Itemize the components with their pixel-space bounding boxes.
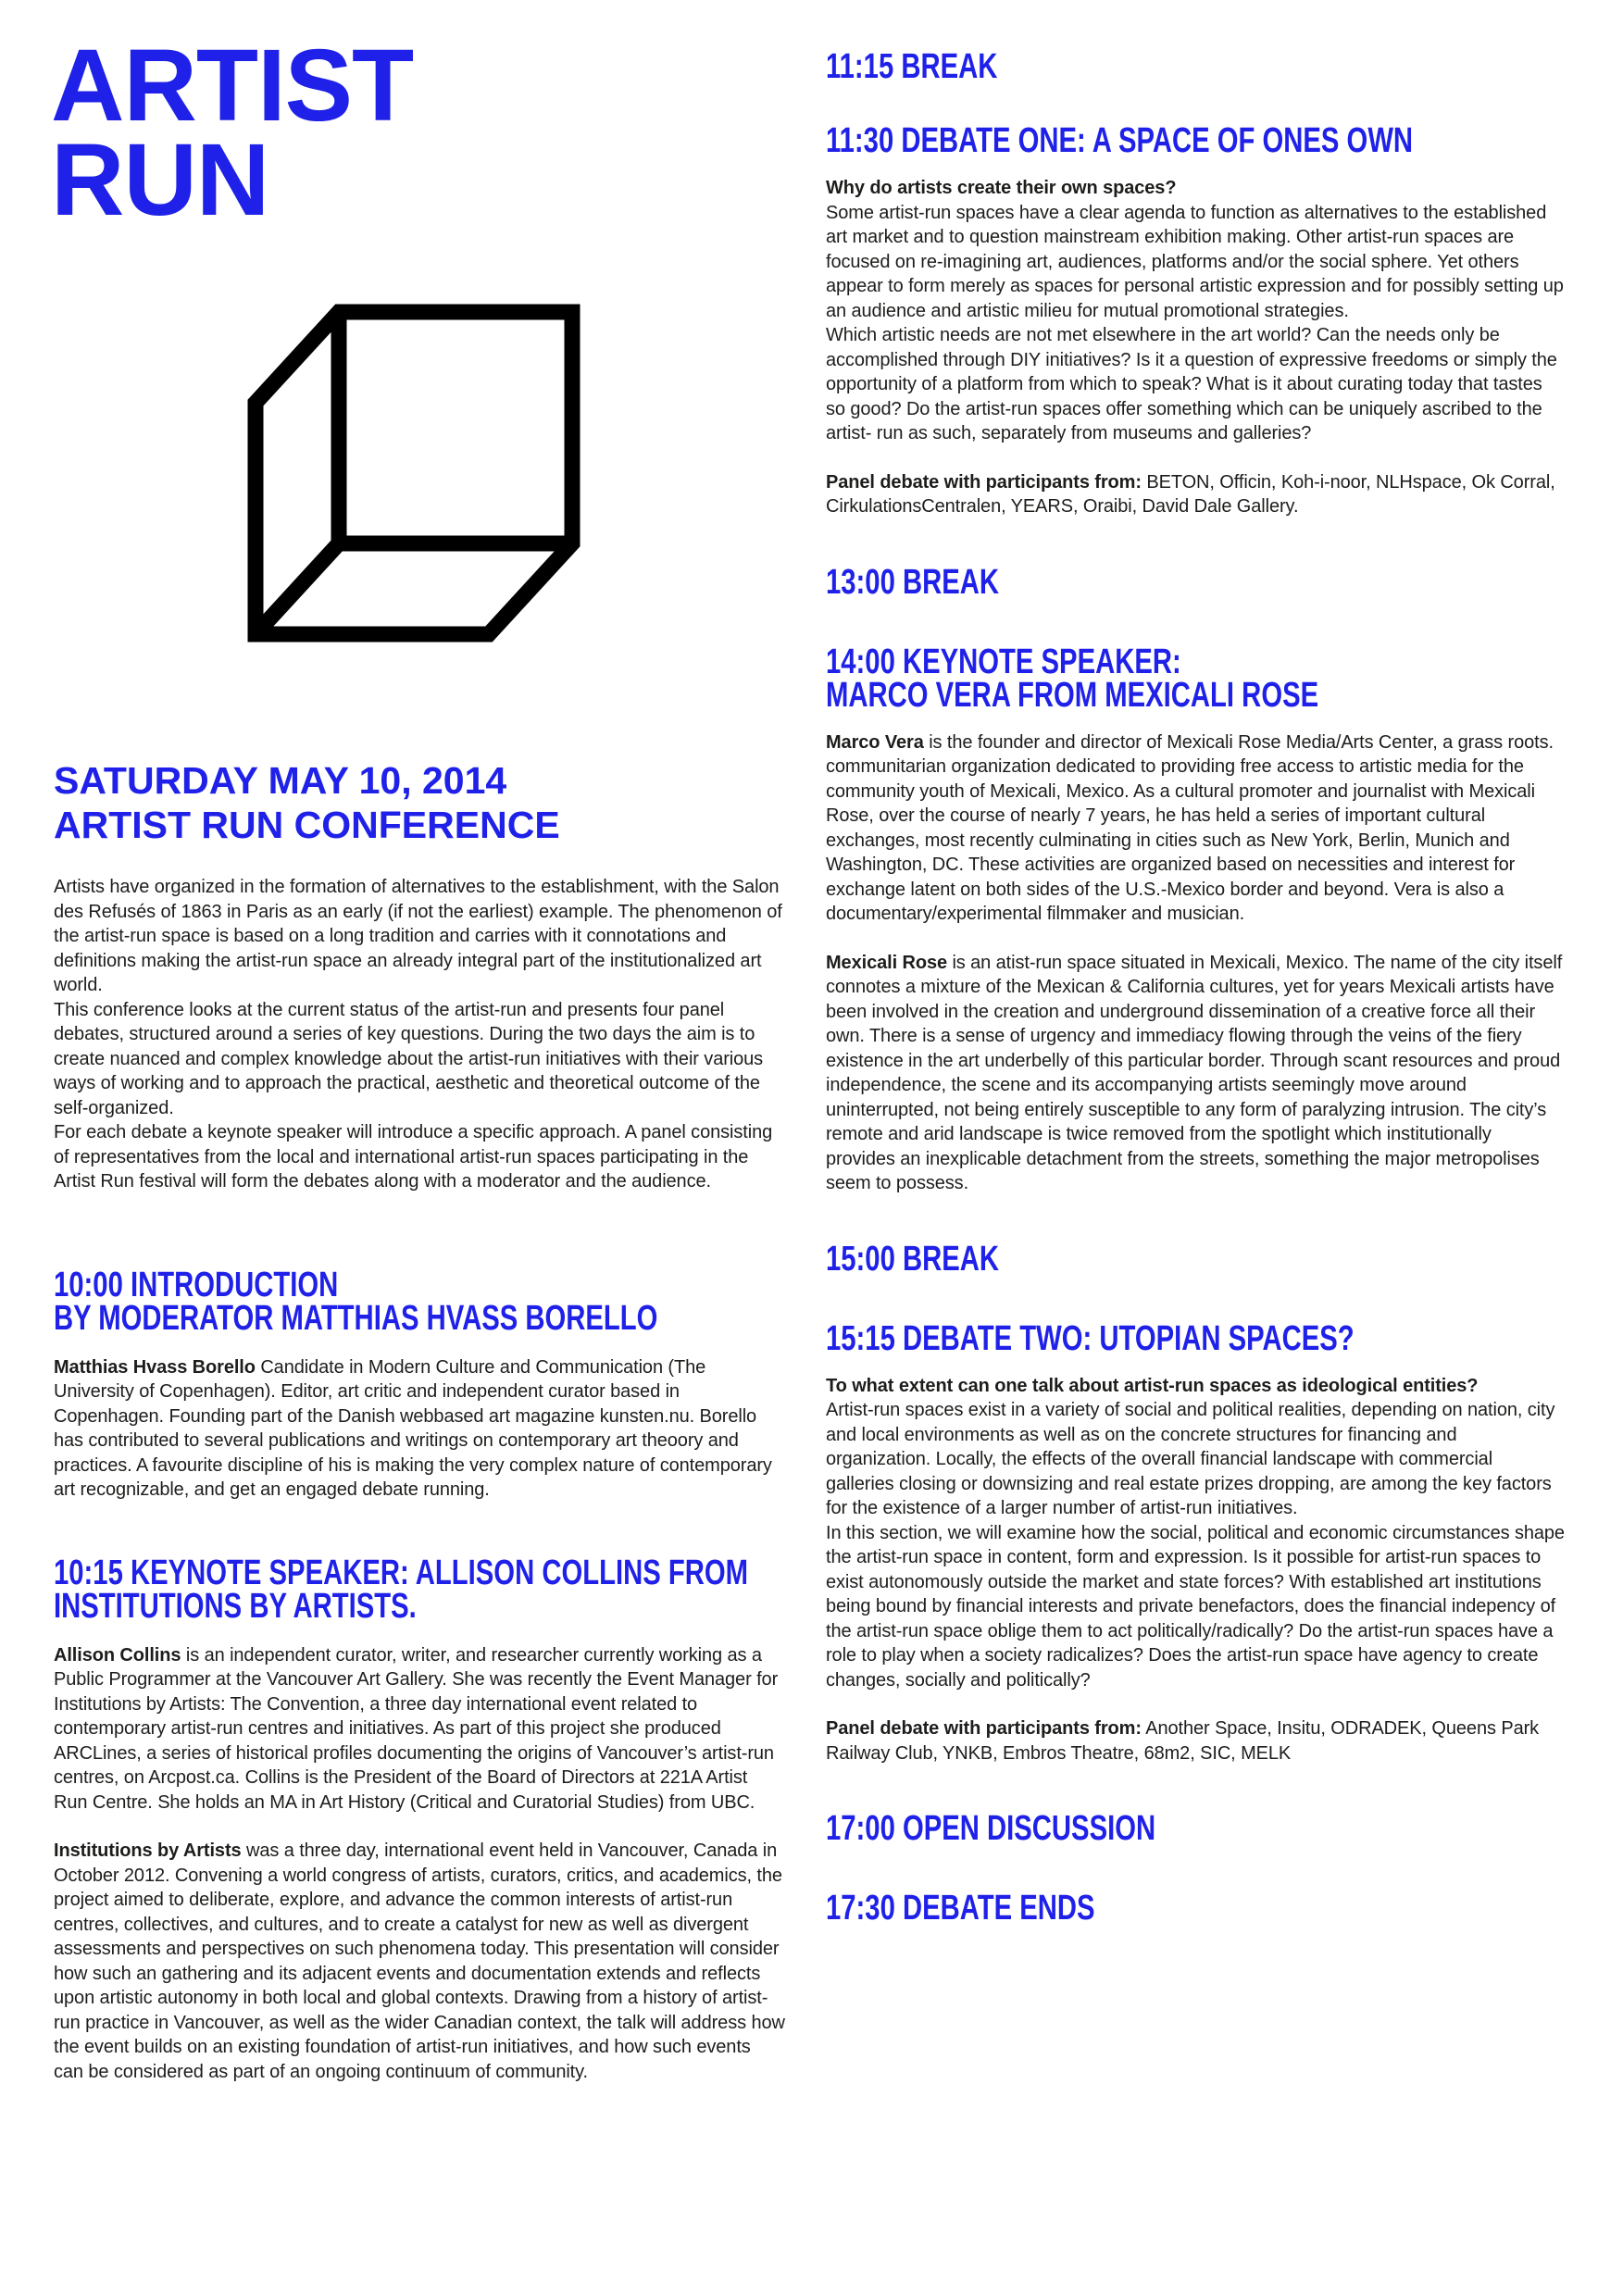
section-heading-1130-debate-one <box>826 121 1414 160</box>
heading-line: INSTITUTIONS BY ARTISTS. <box>54 1586 417 1626</box>
debate-question-lead: Why do artists create their own spaces? <box>826 178 1177 198</box>
intro-paragraph-3: For each debate a keynote speaker will introduce a specific approach. A panel consisting of representatives from the local and international artist-run spaces participating in the Artist Run festival will form the debates along with a moderator and the audience. <box>54 1122 773 1192</box>
page-title-line2: RUN <box>51 123 269 237</box>
space-name-lead: Mexicali Rose <box>826 952 947 973</box>
heading-line: 15:15 DEBATE TWO: UTOPIAN SPACES? <box>826 1318 1355 1358</box>
moderator-bio-text: Candidate in Modern Culture and Communication (The University of Copenhagen). Editor, art critic and independent curator based in Copenhagen. Founding part of the Danish webbased art magazine kunsten.nu. Borello has contributed to several publications and writings on contemporary art theoory and practices. A favourite discipline of his is making the very complex nature of contemporary art recognizable, and get an engaged debate running. <box>54 1356 772 1500</box>
date-heading <box>54 758 785 847</box>
speaker-bio-allison-collins <box>54 1643 785 1816</box>
section-heading-1015-keynote <box>54 1553 749 1626</box>
page-title-line1: ARTIST <box>51 29 414 143</box>
moderator-name-lead: Matthias Hvass Borello <box>54 1356 256 1378</box>
panel-lead: Panel debate with participants from: <box>826 1718 1142 1739</box>
event-description-institutions-by-artists <box>54 1839 785 2084</box>
section-heading-1515-debate-two <box>826 1318 1394 1358</box>
debate-one-panel-list <box>826 470 1565 519</box>
heading-line: 14:00 KEYNOTE SPEAKER: <box>826 642 1181 681</box>
speaker-name-lead: Marco Vera <box>826 731 924 753</box>
heading-line: 11:30 DEBATE ONE: A SPACE OF ONES OWN <box>826 121 1414 160</box>
speaker-bio-text: is the founder and director of Mexicali Rose Media/Arts Center, a grass roots. communitarian organization dedicated to providing free access to artistic media for the community youth of Mexicali, Mexico. As a cultural promoter and journalist with Mexicali Rose, over the course of nearly 7 years, he has held a series of important cultural exchanges, most recently culminating in cities such as New York, Berlin, Munich and Washington, DC. These activities are organized based on necessities and interest for exchange latent on both sides of the U.S.-Mexico border and beyond. Vera is also a documentary/experimental filmmaker and musician. <box>826 731 1554 924</box>
date-heading-line2: ARTIST RUN CONFERENCE <box>54 804 560 846</box>
panel-lead: Panel debate with participants from: <box>826 471 1142 493</box>
section-heading-1730-debate-ends <box>826 1889 1394 1928</box>
right-column <box>826 47 1565 1928</box>
page-title <box>51 29 414 237</box>
left-column <box>54 758 785 2084</box>
section-heading-1700-open-discussion <box>826 1809 1394 1848</box>
cube-outline-icon <box>239 298 591 650</box>
moderator-bio <box>54 1355 785 1503</box>
heading-line: 17:00 OPEN DISCUSSION <box>826 1809 1156 1848</box>
heading-line: 13:00 BREAK <box>826 562 1000 602</box>
section-heading-1115-break <box>826 47 1394 86</box>
heading-line: 15:00 BREAK <box>826 1239 1000 1279</box>
heading-line: 17:30 DEBATE ENDS <box>826 1889 1095 1928</box>
heading-line: 11:15 BREAK <box>826 47 998 86</box>
intro-paragraph-1: Artists have organized in the formation of alternatives to the establishment, with the Salon des Refusés of 1863 in Paris as an early (if not the earliest) example. The phenomenon of the artist-run space is based on a long tradition and carries with it connotations and definitions making the artist-run space an already integral part of the institutionalized art world. <box>54 877 782 995</box>
heading-line: 10:15 KEYNOTE SPEAKER: ALLISON COLLINS FROM <box>54 1553 749 1592</box>
debate-one-paragraph-2: Which artistic needs are not met elsewhere in the art world? Can the needs only be accomplished through DIY initiatives? Is it a question of expressive freedoms or simply the opportunity of a platform from which to speak? What is it about curating today that tastes so good? Do the artist-run spaces offer something which can be uniquely ascribed to the artist- run as such, separately from museums and galleries? <box>826 325 1557 443</box>
section-heading-1000-introduction <box>54 1265 658 1338</box>
panel-participants: BETON, Officin, Koh-i-noor, NLHspace, Ok Corral, CirkulationsCentralen, YEARS, Oraibi, David Dale Gallery. <box>826 471 1555 517</box>
event-name-lead: Institutions by Artists <box>54 1841 242 1861</box>
debate-one-question <box>826 176 1565 201</box>
debate-question-lead: To what extent can one talk about artist-run spaces as ideological entities? <box>826 1375 1479 1396</box>
debate-two-question <box>826 1374 1565 1399</box>
heading-line: MARCO VERA FROM MEXICALI ROSE <box>826 675 1319 715</box>
panel-participants: Another Space, Insitu, ODRADEK, Queens Park Railway Club, YNKB, Embros Theatre, 68m2, SIC, MELK <box>826 1718 1540 1764</box>
event-description-text: was a three day, international event held in Vancouver, Canada in October 2012. Convening a world congress of artists, curators, critics, and academics, the project aimed to deliberate, explore, and advance the common interests of artist-run centres, collectives, and cultures, and to create a catalyst for new as well as divergent assessments and perspectives on such phenomena today. This presentation will consider how such an gathering and its adjacent events and documentation extends and reflects upon artistic autonomy in both local and global contexts. Drawing from a history of artist-run practice in Vancouver, as well as the wider Canadian context, the talk will address how the event builds on an existing foundation of artist-run initiatives, and how such events can be considered as part of an ongoing continuum of community. <box>54 1841 785 2082</box>
speaker-bio-text: is an independent curator, writer, and researcher currently working as a Public Programmer at the Vancouver Art Gallery. She was recently the Event Manager for Institutions by Artists: The Convention, a three day international event related to contemporary artist-run centres and initiatives. As part of this project she produced ARCLines, a series of historical profiles documenting the origins of Vancouver’s artist-run centres, on Arcpost.ca. Collins is the President of the Board of Directors at 221A Artist Run Centre. She holds an MA in Art History (Critical and Curatorial Studies) from UBC. <box>54 1644 779 1813</box>
speaker-name-lead: Allison Collins <box>54 1644 181 1666</box>
space-description-text: is an atist-run space situated in Mexicali, Mexico. The name of the city itself connotes a mixture of the Mexican & California cultures, yet for years Mexicali artists have been involved in the creation and underground dissemination of a creative force all their own. There is a sense of urgency and immediacy flowing through the veins of the fiery existence in the art underbelly of this particular border. Through scant resources and proud independence, the scene and its accompanying artists seemingly move around uninterrupted, not being entirely susceptible to any form of paralyzing intrusion. The city’s remote and arid landscape is twice removed from the spotlight which institutionally provides an inexplicable detachment from the streets, something the major metropolises seem to possess. <box>826 952 1563 1193</box>
debate-two-paragraph-2: In this section, we will examine how the social, political and economic circumstances shape the artist-run space in content, form and expression. Is it possible for artist-run spaces to exist autonomously outside the market and state forces? With established art institutions being bound by financial interests and private benefactors, does the financial indepency of the artist-run space oblige them to act politically/radically? Do the artist-run spaces have a role to play when a society radicalizes? Does the artist-run space have agency to create changes, socially and politically? <box>826 1522 1565 1691</box>
section-heading-1300-break <box>826 562 1394 602</box>
heading-line: 10:00 INTRODUCTION <box>54 1265 339 1304</box>
debate-one-paragraph-1: Some artist-run spaces have a clear agenda to function as alternatives to the established art market and to question mainstream exhibition making. Other artist-run spaces are focused on re-imagining art, audiences, platforms and/or the social sphere. Yet others appear to form merely as spaces for personal artistic expression and for possibly setting up an audience and artistic milieu for mutual promotional strategies. <box>826 202 1564 321</box>
speaker-bio-marco-vera <box>826 730 1565 927</box>
debate-two-paragraph-1: Artist-run spaces exist in a variety of social and political realities, depending on nation, city and local environments as well as on the concrete structures for financing and organization. Locally, the effects of the overall financial landscape with commercial galleries closing or downsizing and real estate prizes dropping, are among the key factors for the existence of a larger number of artist-run initiatives. <box>826 1400 1555 1518</box>
section-heading-1400-keynote <box>826 642 1394 715</box>
section-heading-1500-break <box>826 1239 1394 1279</box>
date-heading-line1: SATURDAY MAY 10, 2014 <box>54 759 507 802</box>
heading-line: BY MODERATOR MATTHIAS HVASS BORELLO <box>54 1298 658 1338</box>
intro-paragraph-2: This conference looks at the current status of the artist-run and presents four panel debates, structured around a series of key questions. During the two days the aim is to create nuanced and complex knowledge about the artist-run initiatives with their various ways of working and to approach the practical, aesthetic and theoretical outcome of the self-organized. <box>54 999 764 1118</box>
space-description-mexicali-rose <box>826 951 1565 1196</box>
cube-logo <box>239 298 591 650</box>
debate-two-panel-list <box>826 1716 1565 1766</box>
